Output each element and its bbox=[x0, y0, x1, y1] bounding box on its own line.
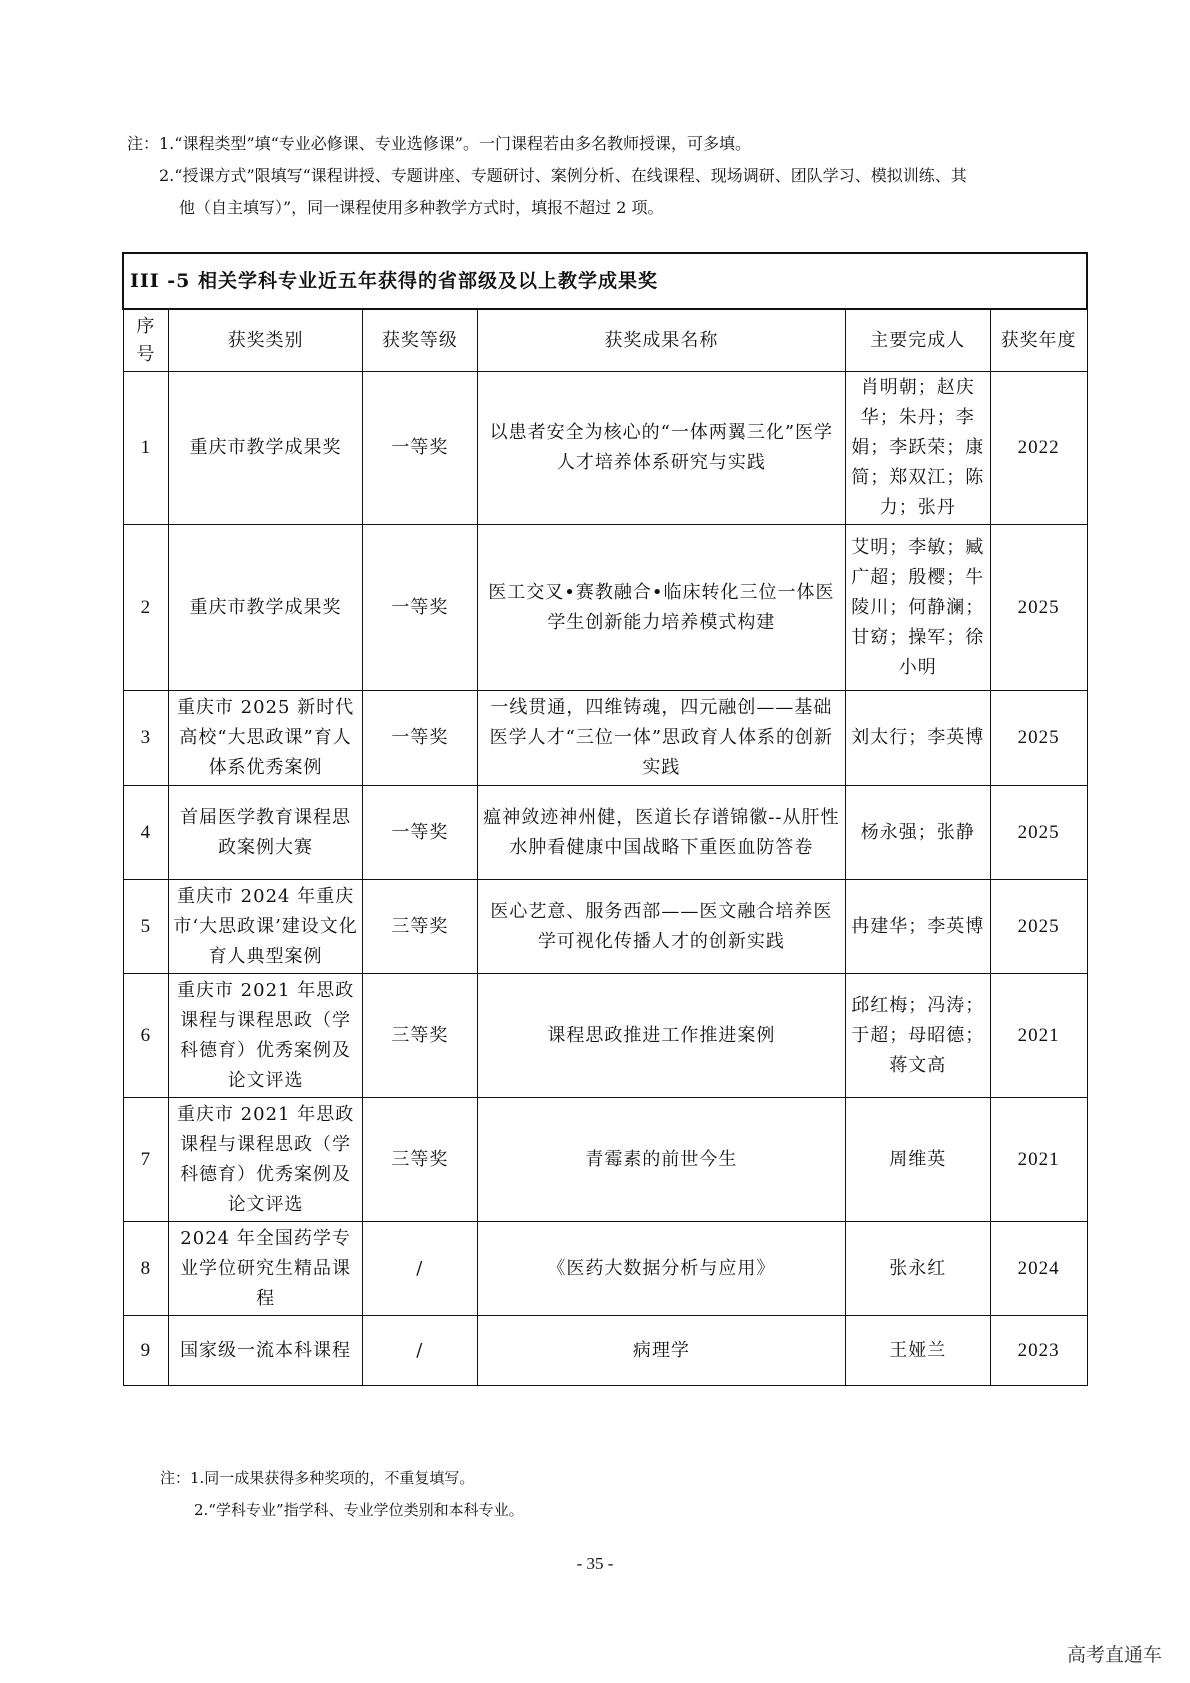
awards-table bbox=[122, 252, 1088, 1386]
completers-cell: 艾明；李敏；臧广超；殷樱；牛陵川；何静澜；甘窈；操军；徐小明 bbox=[845, 525, 990, 691]
award-category-cell: 国家级一流本科课程 bbox=[169, 1316, 363, 1386]
award-category-cell: 首届医学教育课程思政案例大赛 bbox=[169, 786, 363, 880]
award-year-cell: 2022 bbox=[990, 372, 1087, 525]
table-row bbox=[123, 1316, 1087, 1386]
award-year-cell: 2025 bbox=[990, 786, 1087, 880]
table-row bbox=[123, 786, 1087, 880]
achievement-name-cell: 医工交叉•赛教融合•临床转化三位一体医学生创新能力培养模式构建 bbox=[477, 525, 845, 691]
award-level-cell: 一等奖 bbox=[362, 372, 477, 525]
award-year-cell: 2025 bbox=[990, 691, 1087, 786]
header-cell: 主要完成人 bbox=[845, 309, 990, 372]
award-level-cell: 一等奖 bbox=[362, 786, 477, 880]
row-number-cell: 4 bbox=[123, 786, 169, 880]
achievement-name-cell: 瘟神敛迹神州健，医道长存谱锦徽--从肝性水肿看健康中国战略下重医血防答卷 bbox=[477, 786, 845, 880]
achievement-name-cell: 课程思政推进工作推进案例 bbox=[477, 974, 845, 1098]
award-category-cell: 重庆市 2025 新时代高校“大思政课”育人体系优秀案例 bbox=[169, 691, 363, 786]
table-row bbox=[123, 691, 1087, 786]
note-top-2: 2.“授课方式”限填写“课程讲授、专题讲座、专题研讨、案例分析、在线课程、现场调研、团队学习、模拟训练、其 bbox=[159, 166, 967, 185]
award-year-cell: 2023 bbox=[990, 1316, 1087, 1386]
note-top-3: 他（自主填写）”，同一课程使用多种教学方式时，填报不超过 2 项。 bbox=[179, 198, 664, 217]
row-number-cell: 2 bbox=[123, 525, 169, 691]
header-cell: 获奖等级 bbox=[362, 309, 477, 372]
note-top-1: 注：1.“课程类型”填“专业必修课、专业选修课”。一门课程若由多名教师授课，可多填。 bbox=[127, 134, 751, 153]
award-year-cell: 2025 bbox=[990, 880, 1087, 974]
award-category-cell: 2024 年全国药学专业学位研究生精品课程 bbox=[169, 1222, 363, 1316]
award-category-cell: 重庆市 2021 年思政课程与课程思政（学科德育）优秀案例及论文评选 bbox=[169, 974, 363, 1098]
table-row bbox=[123, 880, 1087, 974]
page-number: - 35 - bbox=[576, 1554, 614, 1573]
achievement-name-cell: 一线贯通，四维铸魂，四元融创——基础医学人才“三位一体”思政育人体系的创新实践 bbox=[477, 691, 845, 786]
completers-cell: 冉建华；李英博 bbox=[845, 880, 990, 974]
award-category-cell: 重庆市教学成果奖 bbox=[169, 525, 363, 691]
achievement-name-cell: 病理学 bbox=[477, 1316, 845, 1386]
header-cell: 获奖年度 bbox=[990, 309, 1087, 372]
note-bottom-2: 2.“学科专业”指学科、专业学位类别和本科专业。 bbox=[194, 1501, 524, 1519]
award-year-cell: 2025 bbox=[990, 525, 1087, 691]
award-level-cell: / bbox=[362, 1222, 477, 1316]
row-number-cell: 9 bbox=[123, 1316, 169, 1386]
header-cell: 获奖类别 bbox=[169, 309, 363, 372]
completers-cell: 杨永强；张静 bbox=[845, 786, 990, 880]
completers-cell: 刘太行；李英博 bbox=[845, 691, 990, 786]
award-category-cell: 重庆市 2024 年重庆市‘大思政课’建设文化育人典型案例 bbox=[169, 880, 363, 974]
completers-cell: 肖明朝；赵庆华；朱丹；李娟；李跃荣；康简；郑双江；陈力；张丹 bbox=[845, 372, 990, 525]
notes-bottom bbox=[160, 1462, 524, 1526]
achievement-name-cell: 青霉素的前世今生 bbox=[477, 1098, 845, 1222]
completers-cell: 周维英 bbox=[845, 1098, 990, 1222]
award-year-cell: 2021 bbox=[990, 1098, 1087, 1222]
table-row bbox=[123, 1098, 1087, 1222]
row-number-cell: 8 bbox=[123, 1222, 169, 1316]
award-level-cell: 三等奖 bbox=[362, 1098, 477, 1222]
award-year-cell: 2021 bbox=[990, 974, 1087, 1098]
header-cell: 序号 bbox=[123, 309, 169, 372]
award-category-cell: 重庆市教学成果奖 bbox=[169, 372, 363, 525]
achievement-name-cell: 《医药大数据分析与应用》 bbox=[477, 1222, 845, 1316]
completers-cell: 张永红 bbox=[845, 1222, 990, 1316]
row-number-cell: 7 bbox=[123, 1098, 169, 1222]
row-number-cell: 6 bbox=[123, 974, 169, 1098]
award-level-cell: 三等奖 bbox=[362, 880, 477, 974]
award-level-cell: 一等奖 bbox=[362, 691, 477, 786]
row-number-cell: 5 bbox=[123, 880, 169, 974]
note-bottom-1: 注：1.同一成果获得多种奖项的，不重复填写。 bbox=[160, 1469, 475, 1487]
watermark: 高考直通车 bbox=[1066, 1644, 1162, 1666]
table-row bbox=[123, 1222, 1087, 1316]
header-cell: 获奖成果名称 bbox=[477, 309, 845, 372]
notes-top bbox=[127, 128, 1087, 224]
achievement-name-cell: 医心艺意、服务西部——医文融合培养医学可视化传播人才的创新实践 bbox=[477, 880, 845, 974]
achievement-name-cell: 以患者安全为核心的“一体两翼三化”医学人才培养体系研究与实践 bbox=[477, 372, 845, 525]
header-row bbox=[123, 309, 1087, 372]
award-year-cell: 2024 bbox=[990, 1222, 1087, 1316]
award-category-cell: 重庆市 2021 年思政课程与课程思政（学科德育）优秀案例及论文评选 bbox=[169, 1098, 363, 1222]
table-title: III -5 相关学科专业近五年获得的省部级及以上教学成果奖 bbox=[123, 253, 1087, 309]
completers-cell: 王娅兰 bbox=[845, 1316, 990, 1386]
table-row bbox=[123, 372, 1087, 525]
award-level-cell: / bbox=[362, 1316, 477, 1386]
table-row bbox=[123, 525, 1087, 691]
award-level-cell: 三等奖 bbox=[362, 974, 477, 1098]
award-level-cell: 一等奖 bbox=[362, 525, 477, 691]
row-number-cell: 3 bbox=[123, 691, 169, 786]
table-row bbox=[123, 974, 1087, 1098]
table-body bbox=[123, 372, 1087, 1386]
row-number-cell: 1 bbox=[123, 372, 169, 525]
completers-cell: 邱红梅；冯涛；于超；母昭德；蒋文高 bbox=[845, 974, 990, 1098]
